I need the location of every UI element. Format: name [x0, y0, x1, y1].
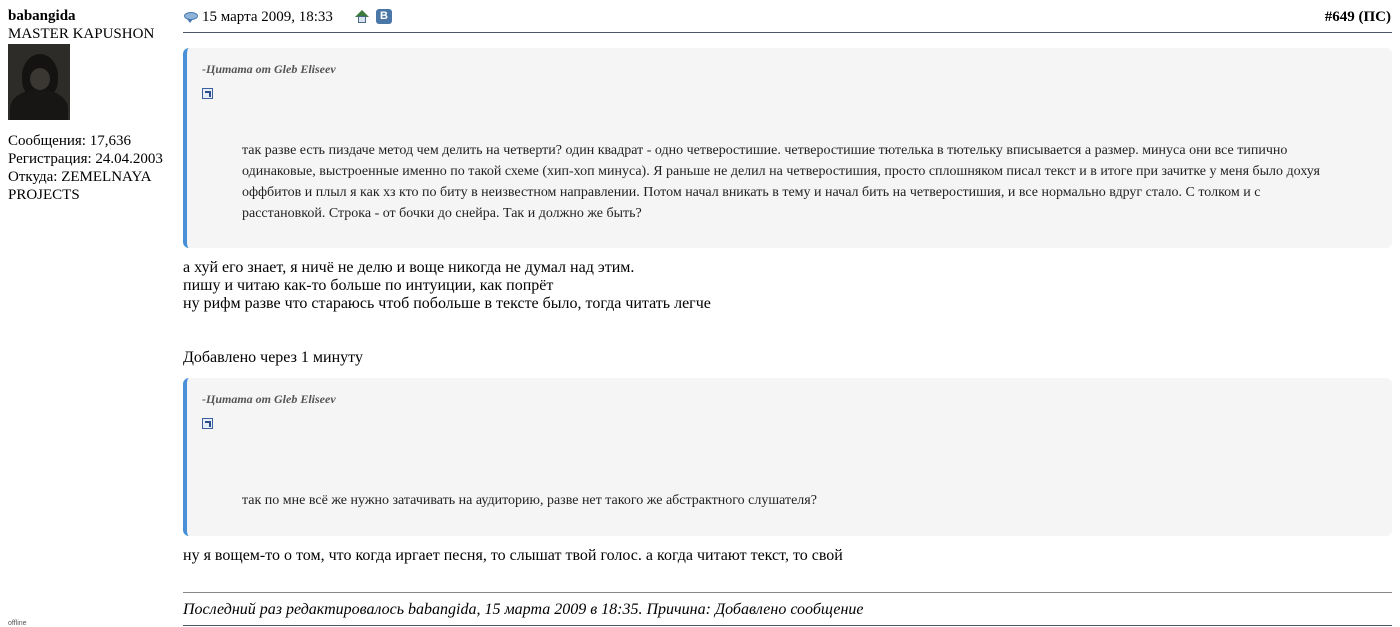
added-note: Добавлено через 1 минуту	[183, 349, 363, 366]
message-line: ну рифм разве что стараюсь чтоб побольше в тексте было, тогда читать легче	[183, 295, 711, 312]
quote-link-icon[interactable]	[202, 418, 213, 429]
user-location: Откуда: ZEMELNAYA PROJECTS	[8, 169, 151, 203]
user-rank: MASTER KAPUSHON	[8, 26, 155, 42]
post-tag: (ПС)	[1358, 9, 1391, 25]
post-number-link[interactable]: #649	[1324, 9, 1355, 25]
post	[183, 0, 1392, 626]
user-sidebar	[8, 7, 178, 204]
quote-text: так разве есть пиздаче метод чем делить на четверти? один квадрат - одно четверостишие. четверостишие тютелька в тютельку вписывается а размер. минуса они все типично одинаковые, выстроенные именно по такой схеме (хип-хоп минуса). Я раньше не делил на четверостишия, просто сплошняком писал текст и в итоге при зачитке у меня было дохуя оффбитов и плыл я как хз кто по биту в неизвестном направлении. Потом начал вникать в тему и начал бить на четверостишия, и все нормально вдруг стало. С толком и с расстановкой. Строка - от бочки до снейра. Так и должно же быть?	[242, 143, 1320, 221]
vk-icon[interactable]: В	[376, 9, 392, 24]
message-line: пишу и читаю как-то больше по интуиции, как попрёт	[183, 277, 554, 294]
post-message: ну я вощем-то о том, что когда иргает песня, то слышат твой голос. а когда читают текст, то свой	[183, 547, 843, 564]
quote-block	[183, 48, 1392, 248]
status-badge: offline	[8, 620, 27, 627]
message-line: а хуй его знает, я ничё не делю и воще никогда не думал над этим.	[183, 259, 635, 276]
quote-text: так по мне всё же нужно затачивать на аудиторию, разве нет такого же абстрактного слушателя?	[242, 493, 817, 508]
post-header	[183, 0, 1392, 33]
quote-link-icon[interactable]	[202, 88, 213, 99]
post-bubble-icon	[183, 12, 199, 23]
user-registration: Регистрация: 24.04.2003	[8, 151, 163, 167]
home-icon[interactable]	[355, 10, 369, 24]
edit-note: Последний раз редактировалось babangida, 15 марта 2009 в 18:35. Причина: Добавлено сообщение	[183, 592, 1392, 626]
post-message	[183, 259, 1392, 313]
user-post-count: Сообщения: 17,636	[8, 133, 131, 149]
quote-author: -Цитата от Gleb Eliseev	[202, 392, 336, 406]
username[interactable]: babangida	[8, 8, 76, 24]
avatar[interactable]	[8, 44, 70, 120]
quote-author: -Цитата от Gleb Eliseev	[202, 62, 336, 76]
post-datetime: 15 марта 2009, 18:33	[202, 9, 333, 25]
quote-block	[183, 378, 1392, 536]
